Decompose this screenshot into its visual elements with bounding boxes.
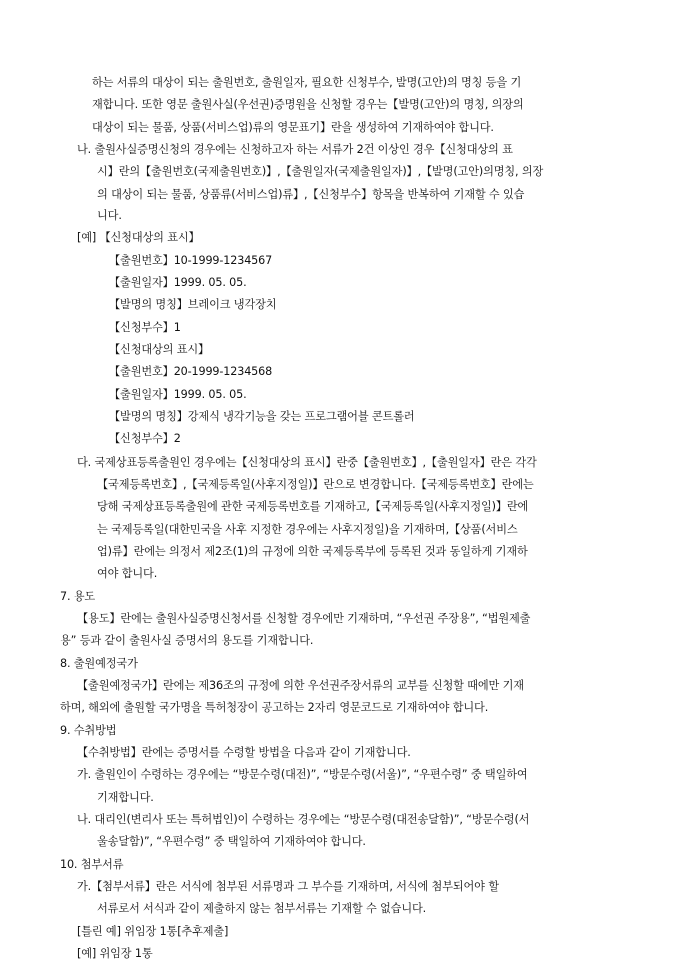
example-line: 【신청부수】1	[109, 320, 181, 334]
text-line: 여야 합니다.	[97, 567, 158, 581]
example-line: 【출원일자】1999. 05. 05.	[109, 387, 247, 401]
example-line: 【출원번호】10-1999-1234567	[109, 253, 273, 267]
text-line: 시】란의【출원번호(국제출원번호)】,【출원일자(국제출원일자)】,【발명(고안)의명칭, 의장	[97, 165, 544, 179]
text-line: 【국제등록번호】,【국제등록일(사후지정일)】란으로 변경합니다.【국제등록번호】란에는	[97, 478, 534, 491]
example-line: 【출원번호】20-1999-1234568	[109, 365, 273, 379]
text-line: 하는 서류의 대상이 되는 출원번호, 출원일자, 필요한 신청부수, 발명(고안)의 명칭 등을 기	[92, 76, 522, 89]
section-heading: 7. 용도	[60, 589, 96, 603]
text-line: 대상이 되는 물품, 상품(서비스업)류의 영문표기】란을 생성하여 기재하여야 합니다.	[92, 120, 494, 134]
list-item-na: 나. 출원사실증명신청의 경우에는 신청하고자 하는 서류가 2건 이상인 경우【신청대상의 표	[77, 143, 513, 156]
text-line: 【출원예정국가】란에는 제36조의 규정에 의한 우선권주장서류의 교부를 신청할 때에만 기재	[77, 679, 524, 692]
text-line: 재합니다. 또한 영문 출원사실(우선권)증명원을 신청할 경우는【발명(고안)의 명칭, 의장의	[92, 98, 524, 112]
text-line: 울송달함)”, “우편수령” 중 택일하여 기재하여야 합니다.	[97, 835, 366, 849]
list-item-na: 나. 대리인(변리사 또는 특허법인)이 수령하는 경우에는 “방문수령(대전송달함)”, “방문수령(서	[77, 813, 530, 826]
text-line: 의 대상이 되는 물품, 상품류(서비스업)류】,【신청부수】항목을 반복하여 기재할 수 있습	[97, 187, 525, 201]
text-line: 는 국제등록일(대한민국을 사후 지정한 경우에는 사후지정일)을 기재하며,【상품(서비스	[97, 522, 518, 536]
text-line: 업)류】란에는 의정서 제2조(1)의 규정에 의한 국제등록부에 등록된 것과 동일하게 기재하	[97, 545, 528, 558]
example-label: [예] 【신청대상의 표시】	[77, 231, 200, 245]
text-line: 당해 국제상표등록출원에 관한 국제등록번호를 기재하고,【국제등록일(사후지정일)】란에	[97, 500, 529, 514]
example-line: 【신청대상의 표시】	[109, 343, 210, 357]
text-line: 용” 등과 같이 출원사실 증명서의 용도를 기재합니다.	[60, 634, 314, 648]
section-heading: 8. 출원예정국가	[60, 656, 138, 670]
list-item-ga: 가. 출원인이 수령하는 경우에는 “방문수령(대전)”, “방문수령(서울)”, “우편수령” 중 택일하여	[77, 768, 528, 782]
section-heading: 9. 수취방법	[60, 723, 117, 737]
list-item-da: 다. 국제상표등록출원인 경우에는【신청대상의 표시】란중【출원번호】,【출원일자】란은 각각	[77, 455, 537, 469]
text-line: 서류로서 서식과 같이 제출하지 않는 첨부서류는 기재할 수 없습니다.	[97, 902, 427, 916]
example-line: [예] 위임장 1통	[77, 947, 153, 960]
list-item-ga: 가.【첨부서류】란은 서식에 첨부된 서류명과 그 부수를 기재하며, 서식에 첨부되어야 할	[77, 880, 499, 893]
example-line: 【출원일자】1999. 05. 05.	[109, 276, 247, 290]
text-line: 기재합니다.	[97, 790, 154, 804]
example-line: 【발명의 명칭】강제식 냉각기능을 갖는 프로그램어블 콘트롤러	[109, 410, 415, 424]
example-line: 【발명의 명칭】브레이크 냉각장치	[109, 298, 277, 312]
text-line: 【수취방법】란에는 증명서를 수령할 방법을 다음과 같이 기재합니다.	[77, 746, 411, 759]
text-line: 하며, 해외에 출원할 국가명을 특허청장이 공고하는 2자리 영문코드로 기재하여야 합니다.	[60, 701, 489, 715]
text-line: 니다.	[97, 209, 122, 223]
text-line: 【용도】란에는 출원사실증명신청서를 신청할 경우에만 기재하며, “우선권 주장용”, “법원제출	[77, 612, 531, 625]
wrong-example: [틀린 예] 위임장 1통[추후제출]	[77, 924, 229, 938]
section-heading: 10. 첨부서류	[60, 857, 124, 871]
example-line: 【신청부수】2	[109, 432, 181, 446]
